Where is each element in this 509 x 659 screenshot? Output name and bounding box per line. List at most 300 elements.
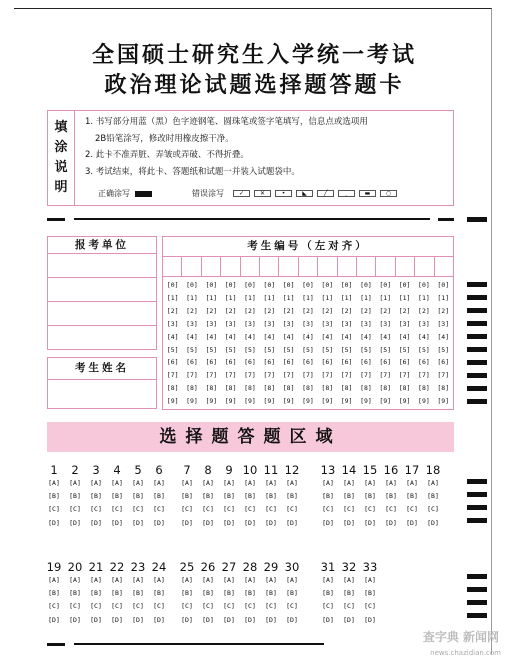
answer-option-bubble[interactable]: [A] bbox=[48, 576, 60, 584]
answer-option-bubble[interactable]: [B] bbox=[181, 492, 193, 501]
candidate-number-box[interactable] bbox=[396, 257, 415, 276]
digit-bubble[interactable]: [7] bbox=[166, 371, 179, 380]
answer-option-bubble[interactable]: [B] bbox=[364, 492, 376, 501]
digit-bubble[interactable]: [0] bbox=[166, 281, 179, 289]
digit-bubble[interactable]: [2] bbox=[224, 306, 237, 315]
digit-bubble[interactable]: [3] bbox=[166, 319, 179, 328]
digit-bubble[interactable]: [2] bbox=[205, 306, 218, 315]
answer-option-bubble[interactable]: [D] bbox=[223, 615, 235, 624]
digit-bubble[interactable]: [9] bbox=[418, 397, 430, 406]
digit-bubble[interactable]: [9] bbox=[379, 397, 392, 406]
answer-option-bubble[interactable]: [A] bbox=[153, 479, 165, 487]
digit-bubble[interactable]: [1] bbox=[186, 293, 198, 302]
answer-option-bubble[interactable]: [B] bbox=[111, 492, 123, 501]
answer-option-bubble[interactable]: [C] bbox=[286, 602, 298, 611]
candidate-number-box[interactable] bbox=[299, 257, 318, 276]
candidate-number-box[interactable] bbox=[415, 257, 434, 276]
answer-option-bubble[interactable]: [C] bbox=[244, 505, 256, 514]
answer-option-bubble[interactable]: [D] bbox=[132, 615, 144, 624]
answer-option-bubble[interactable]: [C] bbox=[132, 602, 144, 611]
answer-option-bubble[interactable]: [A] bbox=[111, 576, 123, 584]
answer-option-bubble[interactable]: [B] bbox=[111, 589, 123, 598]
digit-bubble[interactable]: [2] bbox=[340, 306, 353, 315]
candidate-number-box[interactable] bbox=[376, 257, 395, 276]
digit-bubble[interactable]: [4] bbox=[302, 332, 314, 341]
answer-option-bubble[interactable]: [C] bbox=[153, 602, 165, 611]
digit-bubble[interactable]: [4] bbox=[166, 332, 179, 341]
digit-bubble[interactable]: [9] bbox=[282, 397, 295, 406]
digit-bubble[interactable]: [7] bbox=[418, 371, 430, 380]
digit-bubble[interactable]: [6] bbox=[302, 358, 314, 367]
answer-option-bubble[interactable]: [B] bbox=[181, 589, 193, 598]
candidate-number-box[interactable] bbox=[338, 257, 357, 276]
digit-bubble[interactable]: [2] bbox=[186, 306, 198, 315]
digit-bubble[interactable]: [8] bbox=[302, 384, 314, 393]
digit-bubble[interactable]: [5] bbox=[360, 345, 372, 354]
answer-option-bubble[interactable]: [D] bbox=[202, 518, 214, 527]
answer-option-bubble[interactable]: [A] bbox=[364, 576, 376, 584]
digit-bubble[interactable]: [6] bbox=[263, 358, 276, 367]
digit-bubble[interactable]: [7] bbox=[379, 371, 392, 380]
answer-option-bubble[interactable]: [B] bbox=[202, 492, 214, 501]
digit-bubble[interactable]: [0] bbox=[282, 281, 295, 289]
answer-option-bubble[interactable]: [A] bbox=[265, 576, 277, 584]
answer-option-bubble[interactable]: [A] bbox=[343, 479, 355, 487]
answer-option-bubble[interactable]: [B] bbox=[427, 492, 439, 501]
answer-option-bubble[interactable]: [B] bbox=[48, 492, 60, 501]
answer-option-bubble[interactable]: [B] bbox=[364, 589, 376, 598]
digit-bubble[interactable]: [4] bbox=[360, 332, 372, 341]
digit-bubble[interactable]: [2] bbox=[418, 306, 430, 315]
answer-option-bubble[interactable]: [B] bbox=[90, 589, 102, 598]
answer-option-bubble[interactable]: [B] bbox=[244, 589, 256, 598]
digit-bubble[interactable]: [8] bbox=[224, 384, 237, 393]
answer-option-bubble[interactable]: [D] bbox=[111, 615, 123, 624]
digit-bubble[interactable]: [3] bbox=[244, 319, 256, 328]
answer-option-bubble[interactable]: [A] bbox=[69, 479, 81, 487]
answer-option-bubble[interactable]: [A] bbox=[286, 479, 298, 487]
answer-option-bubble[interactable]: [A] bbox=[181, 479, 193, 487]
answer-option-bubble[interactable]: [C] bbox=[385, 505, 397, 514]
digit-bubble[interactable]: [0] bbox=[205, 281, 218, 289]
answer-option-bubble[interactable]: [D] bbox=[364, 615, 376, 624]
digit-bubble[interactable]: [5] bbox=[437, 345, 450, 354]
digit-bubble[interactable]: [6] bbox=[224, 358, 237, 367]
digit-bubble[interactable]: [7] bbox=[340, 371, 353, 380]
digit-bubble[interactable]: [4] bbox=[379, 332, 392, 341]
digit-bubble[interactable]: [1] bbox=[244, 293, 256, 302]
digit-bubble[interactable]: [7] bbox=[263, 371, 276, 380]
answer-option-bubble[interactable]: [C] bbox=[244, 602, 256, 611]
answer-option-bubble[interactable]: [A] bbox=[322, 479, 334, 487]
answer-option-bubble[interactable]: [C] bbox=[406, 505, 418, 514]
digit-bubble[interactable]: [4] bbox=[321, 332, 334, 341]
answer-option-bubble[interactable]: [C] bbox=[153, 505, 165, 514]
answer-option-bubble[interactable]: [D] bbox=[153, 615, 165, 624]
candidate-number-box[interactable] bbox=[435, 257, 453, 276]
digit-bubble[interactable]: [2] bbox=[282, 306, 295, 315]
answer-option-bubble[interactable]: [D] bbox=[385, 518, 397, 527]
digit-bubble[interactable]: [7] bbox=[282, 371, 295, 380]
answer-option-bubble[interactable]: [C] bbox=[48, 602, 60, 611]
digit-bubble[interactable]: [8] bbox=[379, 384, 392, 393]
answer-option-bubble[interactable]: [B] bbox=[132, 492, 144, 501]
answer-option-bubble[interactable]: [C] bbox=[132, 505, 144, 514]
answer-option-bubble[interactable]: [D] bbox=[48, 615, 60, 624]
digit-bubble[interactable]: [3] bbox=[205, 319, 218, 328]
digit-bubble[interactable]: [9] bbox=[244, 397, 256, 406]
digit-bubble[interactable]: [3] bbox=[186, 319, 198, 328]
digit-bubble[interactable]: [6] bbox=[437, 358, 450, 367]
digit-bubble[interactable]: [5] bbox=[398, 345, 411, 354]
answer-option-bubble[interactable]: [C] bbox=[265, 602, 277, 611]
answer-option-bubble[interactable]: [B] bbox=[153, 492, 165, 501]
answer-option-bubble[interactable]: [C] bbox=[69, 602, 81, 611]
digit-bubble[interactable]: [9] bbox=[205, 397, 218, 406]
candidate-number-box[interactable] bbox=[318, 257, 337, 276]
digit-bubble[interactable]: [3] bbox=[437, 319, 450, 328]
answer-option-bubble[interactable]: [A] bbox=[111, 479, 123, 487]
candidate-number-write-boxes[interactable] bbox=[163, 257, 453, 277]
answer-option-bubble[interactable]: [D] bbox=[286, 615, 298, 624]
answer-option-bubble[interactable]: [A] bbox=[69, 576, 81, 584]
digit-bubble[interactable]: [1] bbox=[437, 293, 450, 302]
digit-bubble[interactable]: [2] bbox=[360, 306, 372, 315]
answer-option-bubble[interactable]: [D] bbox=[364, 518, 376, 527]
answer-option-bubble[interactable]: [C] bbox=[69, 505, 81, 514]
answer-option-bubble[interactable]: [C] bbox=[322, 602, 334, 611]
digit-bubble[interactable]: [9] bbox=[302, 397, 314, 406]
answer-option-bubble[interactable]: [B] bbox=[385, 492, 397, 501]
answer-option-bubble[interactable]: [B] bbox=[244, 492, 256, 501]
answer-option-bubble[interactable]: [D] bbox=[322, 518, 334, 527]
digit-bubble[interactable]: [0] bbox=[302, 281, 314, 289]
answer-option-bubble[interactable]: [C] bbox=[322, 505, 334, 514]
answer-option-bubble[interactable]: [C] bbox=[286, 505, 298, 514]
digit-bubble[interactable]: [7] bbox=[437, 371, 450, 380]
answer-option-bubble[interactable]: [D] bbox=[48, 518, 60, 527]
digit-bubble[interactable]: [3] bbox=[398, 319, 411, 328]
answer-option-bubble[interactable]: [A] bbox=[202, 479, 214, 487]
candidate-number-box[interactable] bbox=[279, 257, 298, 276]
digit-bubble[interactable]: [0] bbox=[340, 281, 353, 289]
digit-bubble[interactable]: [9] bbox=[263, 397, 276, 406]
answer-option-bubble[interactable]: [B] bbox=[90, 492, 102, 501]
digit-bubble[interactable]: [0] bbox=[244, 281, 256, 289]
digit-bubble[interactable]: [1] bbox=[224, 293, 237, 302]
digit-bubble[interactable]: [1] bbox=[321, 293, 334, 302]
digit-bubble[interactable]: [9] bbox=[437, 397, 450, 406]
answer-option-bubble[interactable]: [D] bbox=[69, 518, 81, 527]
digit-bubble[interactable]: [1] bbox=[263, 293, 276, 302]
answer-option-bubble[interactable]: [C] bbox=[90, 602, 102, 611]
digit-bubble[interactable]: [0] bbox=[398, 281, 411, 289]
digit-bubble[interactable]: [1] bbox=[340, 293, 353, 302]
answer-option-bubble[interactable]: [D] bbox=[132, 518, 144, 527]
digit-bubble[interactable]: [1] bbox=[360, 293, 372, 302]
digit-bubble[interactable]: [1] bbox=[166, 293, 179, 302]
digit-bubble[interactable]: [3] bbox=[282, 319, 295, 328]
digit-bubble[interactable]: [8] bbox=[360, 384, 372, 393]
answer-option-bubble[interactable]: [A] bbox=[90, 479, 102, 487]
answer-option-bubble[interactable]: [C] bbox=[90, 505, 102, 514]
digit-bubble[interactable]: [6] bbox=[321, 358, 334, 367]
answer-option-bubble[interactable]: [D] bbox=[69, 615, 81, 624]
digit-bubble[interactable]: [3] bbox=[321, 319, 334, 328]
digit-bubble[interactable]: [2] bbox=[321, 306, 334, 315]
answer-option-bubble[interactable]: [A] bbox=[48, 479, 60, 487]
digit-bubble[interactable]: [6] bbox=[186, 358, 198, 367]
answer-option-bubble[interactable]: [D] bbox=[90, 518, 102, 527]
digit-bubble[interactable]: [6] bbox=[244, 358, 256, 367]
digit-bubble[interactable]: [2] bbox=[437, 306, 450, 315]
digit-bubble[interactable]: [1] bbox=[302, 293, 314, 302]
answer-option-bubble[interactable]: [D] bbox=[322, 615, 334, 624]
answer-option-bubble[interactable]: [A] bbox=[343, 576, 355, 584]
answer-option-bubble[interactable]: [B] bbox=[223, 492, 235, 501]
answer-option-bubble[interactable]: [D] bbox=[202, 615, 214, 624]
digit-bubble[interactable]: [3] bbox=[379, 319, 392, 328]
answer-option-bubble[interactable]: [C] bbox=[223, 602, 235, 611]
digit-bubble[interactable]: [4] bbox=[340, 332, 353, 341]
digit-bubble[interactable]: [0] bbox=[263, 281, 276, 289]
digit-bubble[interactable]: [8] bbox=[166, 384, 179, 393]
answer-option-bubble[interactable]: [A] bbox=[90, 576, 102, 584]
answer-option-bubble[interactable]: [D] bbox=[181, 518, 193, 527]
answer-option-bubble[interactable]: [C] bbox=[223, 505, 235, 514]
digit-bubble[interactable]: [5] bbox=[186, 345, 198, 354]
answer-option-bubble[interactable]: [B] bbox=[406, 492, 418, 501]
answer-option-bubble[interactable]: [C] bbox=[111, 505, 123, 514]
digit-bubble[interactable]: [6] bbox=[360, 358, 372, 367]
answer-option-bubble[interactable]: [D] bbox=[223, 518, 235, 527]
answer-option-bubble[interactable]: [B] bbox=[265, 589, 277, 598]
digit-bubble[interactable]: [7] bbox=[302, 371, 314, 380]
answer-option-bubble[interactable]: [B] bbox=[48, 589, 60, 598]
answer-option-bubble[interactable]: [D] bbox=[406, 518, 418, 527]
answer-option-bubble[interactable]: [A] bbox=[132, 576, 144, 584]
digit-bubble[interactable]: [3] bbox=[263, 319, 276, 328]
digit-bubble[interactable]: [8] bbox=[418, 384, 430, 393]
answer-option-bubble[interactable]: [D] bbox=[181, 615, 193, 624]
digit-bubble[interactable]: [0] bbox=[379, 281, 392, 289]
answer-option-bubble[interactable]: [D] bbox=[244, 518, 256, 527]
digit-bubble[interactable]: [3] bbox=[302, 319, 314, 328]
digit-bubble[interactable]: [2] bbox=[166, 306, 179, 315]
answer-option-bubble[interactable]: [B] bbox=[153, 589, 165, 598]
digit-bubble[interactable]: [1] bbox=[379, 293, 392, 302]
digit-bubble[interactable]: [9] bbox=[398, 397, 411, 406]
digit-bubble[interactable]: [5] bbox=[321, 345, 334, 354]
digit-bubble[interactable]: [8] bbox=[437, 384, 450, 393]
answer-option-bubble[interactable]: [D] bbox=[343, 518, 355, 527]
digit-bubble[interactable]: [3] bbox=[340, 319, 353, 328]
digit-bubble[interactable]: [4] bbox=[205, 332, 218, 341]
digit-bubble[interactable]: [5] bbox=[263, 345, 276, 354]
digit-bubble[interactable]: [6] bbox=[418, 358, 430, 367]
answer-option-bubble[interactable]: [A] bbox=[223, 479, 235, 487]
answer-option-bubble[interactable]: [D] bbox=[343, 615, 355, 624]
digit-bubble[interactable]: [6] bbox=[205, 358, 218, 367]
answer-option-bubble[interactable]: [B] bbox=[202, 589, 214, 598]
answer-option-bubble[interactable]: [B] bbox=[343, 492, 355, 501]
answer-option-bubble[interactable]: [D] bbox=[265, 615, 277, 624]
answer-option-bubble[interactable]: [C] bbox=[265, 505, 277, 514]
digit-bubble[interactable]: [3] bbox=[418, 319, 430, 328]
answer-option-bubble[interactable]: [B] bbox=[286, 589, 298, 598]
answer-option-bubble[interactable]: [D] bbox=[244, 615, 256, 624]
digit-bubble[interactable]: [4] bbox=[224, 332, 237, 341]
digit-bubble[interactable]: [5] bbox=[379, 345, 392, 354]
digit-bubble[interactable]: [6] bbox=[340, 358, 353, 367]
answer-option-bubble[interactable]: [C] bbox=[427, 505, 439, 514]
digit-bubble[interactable]: [4] bbox=[263, 332, 276, 341]
answer-option-bubble[interactable]: [D] bbox=[111, 518, 123, 527]
digit-bubble[interactable]: [2] bbox=[398, 306, 411, 315]
answer-option-bubble[interactable]: [A] bbox=[385, 479, 397, 487]
answer-option-bubble[interactable]: [A] bbox=[181, 576, 193, 584]
digit-bubble[interactable]: [1] bbox=[418, 293, 430, 302]
answer-option-bubble[interactable]: [D] bbox=[427, 518, 439, 527]
digit-bubble[interactable]: [9] bbox=[321, 397, 334, 406]
digit-bubble[interactable]: [0] bbox=[418, 281, 430, 289]
digit-bubble[interactable]: [4] bbox=[282, 332, 295, 341]
answer-option-bubble[interactable]: [A] bbox=[406, 479, 418, 487]
digit-bubble[interactable]: [7] bbox=[186, 371, 198, 380]
digit-bubble[interactable]: [8] bbox=[205, 384, 218, 393]
digit-bubble[interactable]: [9] bbox=[166, 397, 179, 406]
digit-bubble[interactable]: [7] bbox=[205, 371, 218, 380]
digit-bubble[interactable]: [8] bbox=[340, 384, 353, 393]
digit-bubble[interactable]: [4] bbox=[418, 332, 430, 341]
answer-option-bubble[interactable]: [D] bbox=[90, 615, 102, 624]
answer-option-bubble[interactable]: [C] bbox=[202, 602, 214, 611]
digit-bubble[interactable]: [6] bbox=[166, 358, 179, 367]
answer-option-bubble[interactable]: [A] bbox=[202, 576, 214, 584]
digit-bubble[interactable]: [4] bbox=[437, 332, 450, 341]
answer-option-bubble[interactable]: [A] bbox=[265, 479, 277, 487]
digit-bubble[interactable]: [1] bbox=[282, 293, 295, 302]
digit-bubble[interactable]: [3] bbox=[360, 319, 372, 328]
digit-bubble[interactable]: [2] bbox=[302, 306, 314, 315]
digit-bubble[interactable]: [5] bbox=[340, 345, 353, 354]
digit-bubble[interactable]: [8] bbox=[282, 384, 295, 393]
digit-bubble[interactable]: [6] bbox=[282, 358, 295, 367]
digit-bubble[interactable]: [1] bbox=[398, 293, 411, 302]
digit-bubble[interactable]: [9] bbox=[224, 397, 237, 406]
digit-bubble[interactable]: [7] bbox=[398, 371, 411, 380]
answer-option-bubble[interactable]: [B] bbox=[286, 492, 298, 501]
digit-bubble[interactable]: [7] bbox=[244, 371, 256, 380]
answer-option-bubble[interactable]: [A] bbox=[244, 576, 256, 584]
digit-bubble[interactable]: [7] bbox=[224, 371, 237, 380]
answer-option-bubble[interactable]: [B] bbox=[343, 589, 355, 598]
candidate-number-box[interactable] bbox=[202, 257, 221, 276]
answer-option-bubble[interactable]: [D] bbox=[265, 518, 277, 527]
digit-bubble[interactable]: [0] bbox=[360, 281, 372, 289]
digit-bubble[interactable]: [0] bbox=[186, 281, 198, 289]
digit-bubble[interactable]: [8] bbox=[398, 384, 411, 393]
digit-bubble[interactable]: [4] bbox=[244, 332, 256, 341]
answer-option-bubble[interactable]: [C] bbox=[364, 602, 376, 611]
answer-option-bubble[interactable]: [B] bbox=[69, 492, 81, 501]
answer-option-bubble[interactable]: [A] bbox=[286, 576, 298, 584]
digit-bubble[interactable]: [5] bbox=[418, 345, 430, 354]
answer-option-bubble[interactable]: [A] bbox=[427, 479, 439, 487]
answer-option-bubble[interactable]: [D] bbox=[286, 518, 298, 527]
candidate-number-box[interactable] bbox=[260, 257, 279, 276]
answer-option-bubble[interactable]: [A] bbox=[322, 576, 334, 584]
answer-option-bubble[interactable]: [B] bbox=[322, 492, 334, 501]
digit-bubble[interactable]: [0] bbox=[224, 281, 237, 289]
digit-bubble[interactable]: [1] bbox=[205, 293, 218, 302]
digit-bubble[interactable]: [8] bbox=[321, 384, 334, 393]
answer-option-bubble[interactable]: [C] bbox=[202, 505, 214, 514]
digit-bubble[interactable]: [5] bbox=[244, 345, 256, 354]
answer-option-bubble[interactable]: [B] bbox=[69, 589, 81, 598]
digit-bubble[interactable]: [0] bbox=[437, 281, 450, 289]
answer-option-bubble[interactable]: [B] bbox=[223, 589, 235, 598]
digit-bubble[interactable]: [5] bbox=[302, 345, 314, 354]
answer-option-bubble[interactable]: [C] bbox=[343, 602, 355, 611]
digit-bubble[interactable]: [5] bbox=[166, 345, 179, 354]
answer-option-bubble[interactable]: [C] bbox=[181, 602, 193, 611]
candidate-name-field[interactable] bbox=[48, 380, 156, 408]
digit-bubble[interactable]: [6] bbox=[379, 358, 392, 367]
digit-bubble[interactable]: [2] bbox=[379, 306, 392, 315]
registration-unit-field[interactable] bbox=[48, 326, 156, 350]
digit-bubble[interactable]: [8] bbox=[263, 384, 276, 393]
answer-option-bubble[interactable]: [A] bbox=[153, 576, 165, 584]
registration-unit-field[interactable] bbox=[48, 302, 156, 326]
answer-option-bubble[interactable]: [A] bbox=[132, 479, 144, 487]
digit-bubble[interactable]: [5] bbox=[282, 345, 295, 354]
answer-option-bubble[interactable]: [C] bbox=[364, 505, 376, 514]
digit-bubble[interactable]: [9] bbox=[360, 397, 372, 406]
answer-option-bubble[interactable]: [B] bbox=[322, 589, 334, 598]
digit-bubble[interactable]: [8] bbox=[244, 384, 256, 393]
answer-option-bubble[interactable]: [C] bbox=[343, 505, 355, 514]
answer-option-bubble[interactable]: [C] bbox=[48, 505, 60, 514]
digit-bubble[interactable]: [0] bbox=[321, 281, 334, 289]
answer-option-bubble[interactable]: [A] bbox=[244, 479, 256, 487]
registration-unit-field[interactable] bbox=[48, 254, 156, 278]
digit-bubble[interactable]: [8] bbox=[186, 384, 198, 393]
digit-bubble[interactable]: [5] bbox=[224, 345, 237, 354]
digit-bubble[interactable]: [6] bbox=[398, 358, 411, 367]
digit-bubble[interactable]: [4] bbox=[186, 332, 198, 341]
answer-option-bubble[interactable]: [D] bbox=[153, 518, 165, 527]
answer-option-bubble[interactable]: [B] bbox=[132, 589, 144, 598]
digit-bubble[interactable]: [7] bbox=[321, 371, 334, 380]
candidate-number-box[interactable] bbox=[241, 257, 260, 276]
answer-option-bubble[interactable]: [A] bbox=[364, 479, 376, 487]
digit-bubble[interactable]: [9] bbox=[186, 397, 198, 406]
candidate-number-box[interactable] bbox=[182, 257, 201, 276]
digit-bubble[interactable]: [7] bbox=[360, 371, 372, 380]
digit-bubble[interactable]: [5] bbox=[205, 345, 218, 354]
answer-option-bubble[interactable]: [B] bbox=[265, 492, 277, 501]
digit-bubble[interactable]: [2] bbox=[263, 306, 276, 315]
digit-bubble[interactable]: [4] bbox=[398, 332, 411, 341]
registration-unit-field[interactable] bbox=[48, 278, 156, 302]
candidate-number-box[interactable] bbox=[221, 257, 240, 276]
digit-bubble[interactable]: [9] bbox=[340, 397, 353, 406]
answer-option-bubble[interactable]: [C] bbox=[181, 505, 193, 514]
answer-option-bubble[interactable]: [C] bbox=[111, 602, 123, 611]
digit-bubble[interactable]: [2] bbox=[244, 306, 256, 315]
digit-bubble[interactable]: [3] bbox=[224, 319, 237, 328]
